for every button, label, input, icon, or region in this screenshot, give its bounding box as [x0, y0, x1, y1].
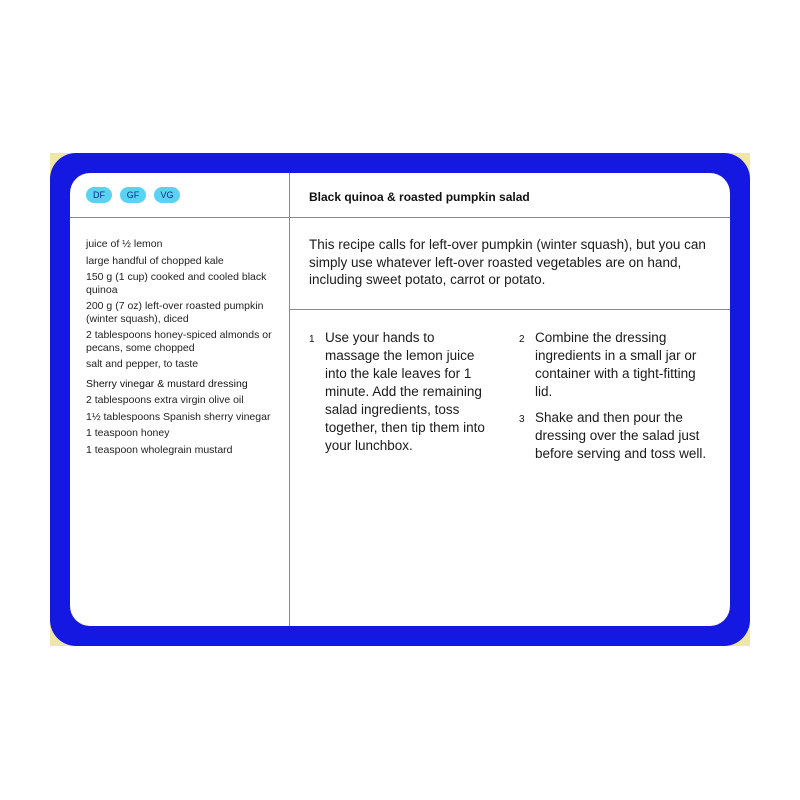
dressing-item: 1 teaspoon honey: [86, 427, 170, 439]
dressing-item: 2 tablespoons extra virgin olive oil: [86, 394, 244, 406]
method-panel: [290, 173, 730, 626]
ingredient-item: 200 g (7 oz) left-over roasted pumpkin (winter squash), diced: [86, 300, 264, 325]
dressing-item: 1 teaspoon wholegrain mustard: [86, 443, 233, 456]
method-step: [519, 329, 709, 401]
dressing-heading: Sherry vinegar & mustard dressing: [86, 377, 248, 390]
ingredient-item: 150 g (1 cup) cooked and cooled black quinoa: [86, 271, 267, 296]
ingredient-item: salt and pepper, to taste: [86, 358, 199, 370]
steps-column-2: [519, 329, 709, 471]
step-text: Combine the dressing ingredients in a small jar or container with a tight-fitting lid.: [535, 330, 697, 399]
recipe-title: Black quinoa & roasted pumpkin salad: [309, 190, 530, 204]
dressing-item: 1½ tablespoons Spanish sherry vinegar: [86, 410, 271, 423]
steps-column-1: [309, 329, 489, 463]
ingredient-item: juice of ½ lemon: [86, 238, 163, 250]
dietary-badges-row: [70, 173, 289, 218]
badge-gluten-free: GF: [120, 187, 146, 203]
step-number: 1: [309, 334, 315, 345]
page-background: [50, 153, 750, 646]
recipe-card: [70, 173, 730, 626]
ingredients-panel: [70, 173, 290, 626]
recipe-card-frame: [50, 153, 750, 646]
ingredient-item: 2 tablespoons honey-spiced almonds or pecans, some chopped: [86, 329, 272, 354]
dietary-badges: [86, 187, 180, 203]
method-step: [519, 409, 709, 463]
title-row: [290, 173, 730, 218]
badge-dairy-free: DF: [86, 187, 112, 203]
intro-section: [290, 218, 730, 310]
ingredient-item: large handful of chopped kale: [86, 254, 224, 267]
step-number: 3: [519, 414, 525, 425]
step-number: 2: [519, 334, 525, 345]
method-step: [309, 329, 489, 455]
step-text: Shake and then pour the dressing over the salad just before serving and toss well.: [535, 410, 707, 461]
recipe-intro: This recipe calls for left-over pumpkin (winter squash), but you can simply use whatever left-over roasted vegetables are on hand, including sweet potato, carrot or potato.: [309, 237, 706, 287]
ingredient-list: [86, 238, 276, 460]
badge-vegan: VG: [154, 187, 180, 203]
step-text: Use your hands to massage the lemon juice into the kale leaves for 1 minute. Add the remaining salad ingredients, toss together, then tip them into your lunchbox.: [325, 330, 485, 453]
